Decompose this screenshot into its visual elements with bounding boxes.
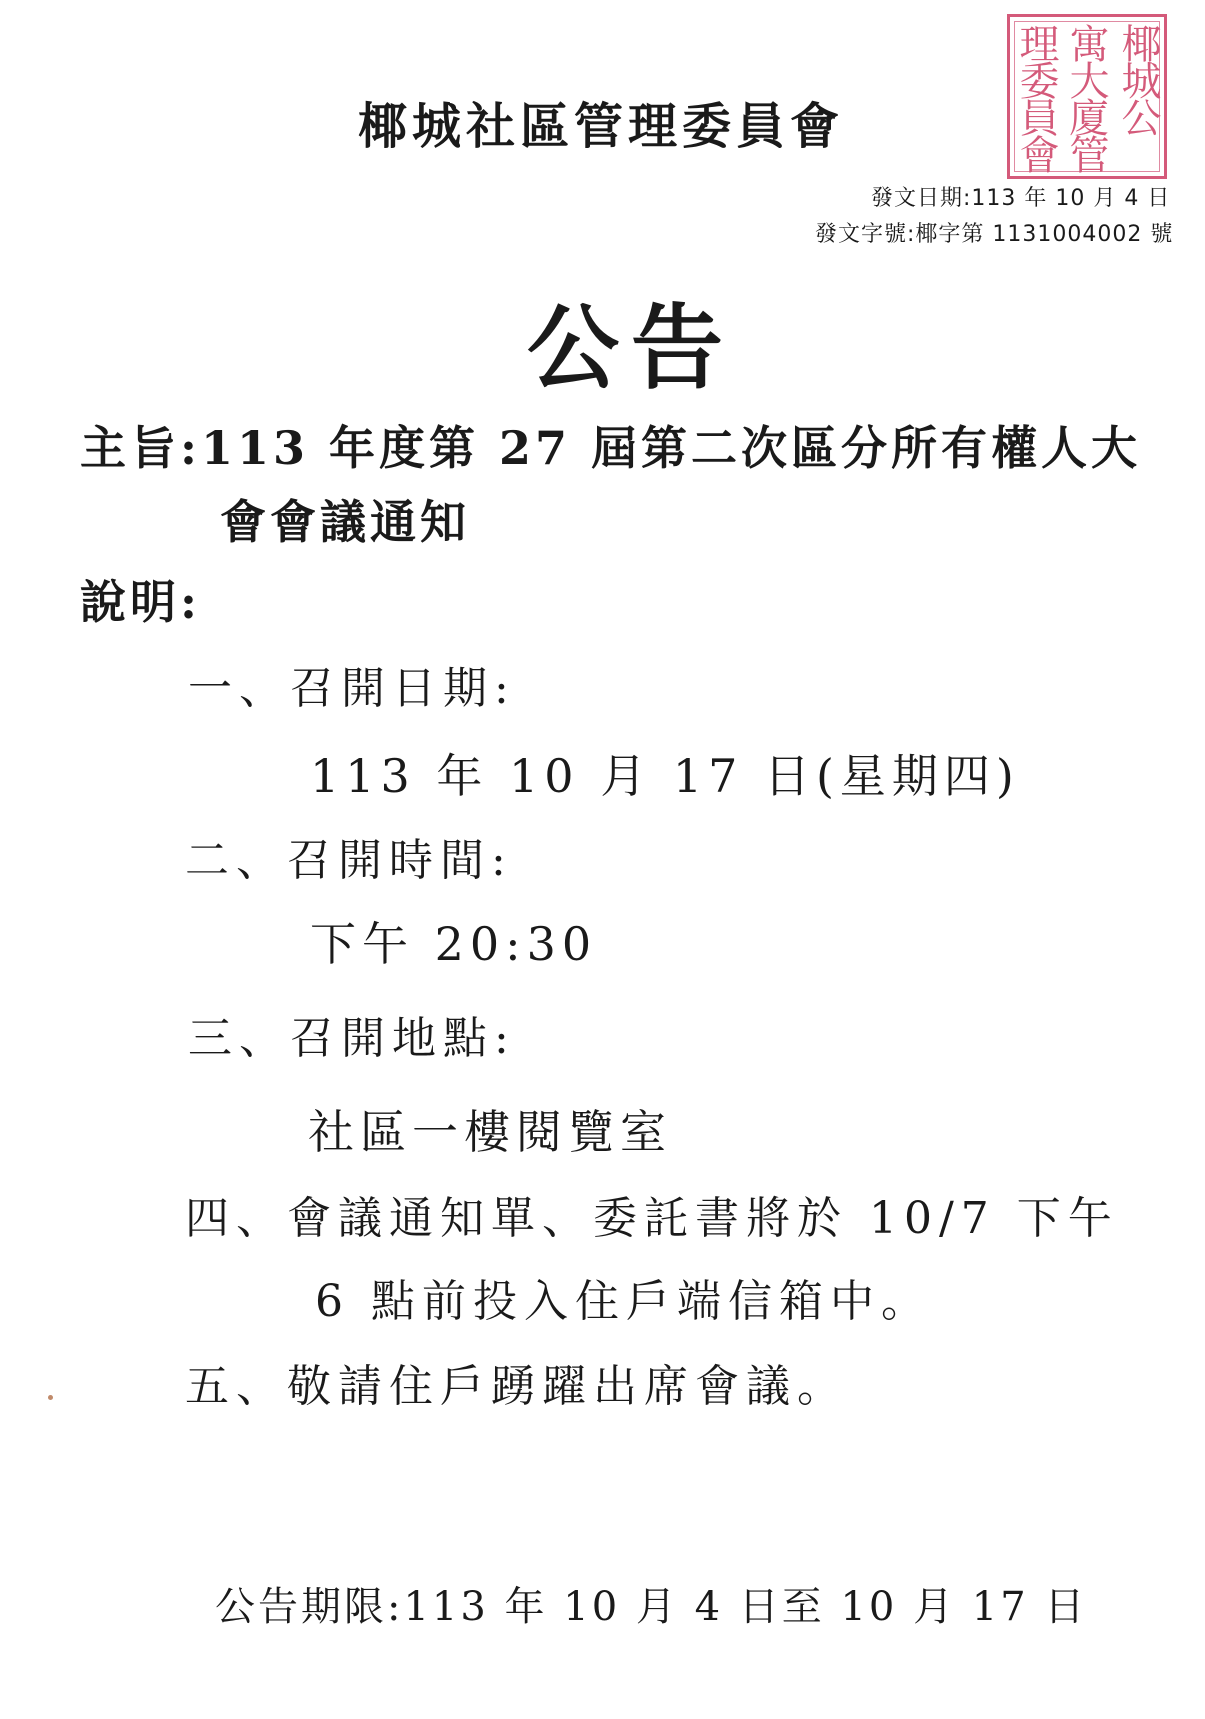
item-meeting-date-value: 113 年 10 月 17 日(星期四) bbox=[310, 749, 1020, 803]
item-notice-delivery-line-1: 四、會議通知單、委託書將於 10/7 下午 bbox=[185, 1193, 1119, 1244]
item-attendance-request: 五、敬請住戶踴躍出席會議。 bbox=[185, 1361, 848, 1412]
subject-line-2: 會會議通知 bbox=[220, 495, 470, 549]
item-meeting-location-value: 社區一樓閱覽室 bbox=[308, 1105, 672, 1159]
subject-line-1: 主旨:113 年度第 27 屆第二次區分所有權人大 bbox=[80, 421, 1142, 475]
item-notice-delivery-line-2: 6 點前投入住戶端信箱中。 bbox=[315, 1276, 932, 1327]
item-meeting-time-value: 下午 20:30 bbox=[310, 917, 598, 971]
seal-text-column-2: 寓大廈管 bbox=[1063, 23, 1109, 171]
notice-title: 公告 bbox=[527, 294, 736, 402]
official-seal bbox=[1007, 14, 1167, 179]
seal-text-column-3: 理委員會 bbox=[1013, 23, 1059, 171]
organization-name: 椰城社區管理委員會 bbox=[358, 97, 845, 155]
scan-speck bbox=[48, 1395, 53, 1400]
document-number: 發文字號:椰字第 1131004002 號 bbox=[815, 222, 1174, 247]
issue-date: 發文日期:113 年 10 月 4 日 bbox=[871, 186, 1171, 211]
item-meeting-time-label: 二、召開時間: bbox=[185, 835, 513, 886]
item-meeting-date-label: 一、召開日期: bbox=[188, 663, 516, 714]
notice-period: 公告期限:113 年 10 月 4 日至 10 月 17 日 bbox=[215, 1584, 1088, 1630]
seal-text-column-1: 椰城公 bbox=[1115, 23, 1161, 134]
item-meeting-location-label: 三、召開地點: bbox=[188, 1013, 516, 1064]
explanation-label: 說明: bbox=[80, 575, 201, 629]
